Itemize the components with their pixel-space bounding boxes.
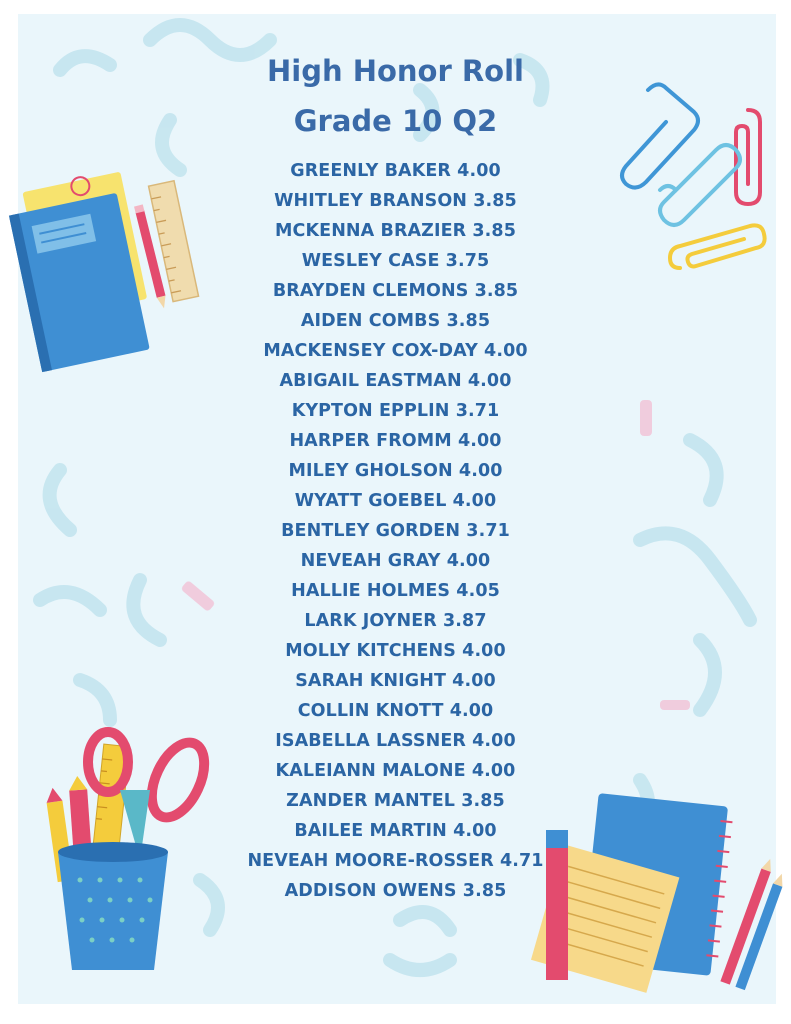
student-entry: COLLIN KNOTT 4.00 (297, 701, 494, 721)
student-entry: MACKENSEY COX-DAY 4.00 (263, 341, 528, 361)
student-entry: ISABELLA LASSNER 4.00 (275, 731, 516, 751)
student-entry: KALEIANN MALONE 4.00 (275, 761, 516, 781)
student-entry: LARK JOYNER 3.87 (304, 611, 487, 631)
title-line-1: High Honor Roll (266, 54, 524, 88)
student-entry: HALLIE HOLMES 4.05 (291, 581, 500, 601)
student-entry: WYATT GOEBEL 4.00 (294, 491, 497, 511)
student-entry: ZANDER MANTEL 3.85 (286, 791, 505, 811)
student-entry: BENTLEY GORDEN 3.71 (281, 521, 510, 541)
student-entry: MOLLY KITCHENS 4.00 (285, 641, 506, 661)
student-entry: SARAH KNIGHT 4.00 (295, 671, 496, 691)
student-entry: ADDISON OWENS 3.85 (284, 881, 507, 901)
student-entry: MILEY GHOLSON 4.00 (288, 461, 503, 481)
student-entry: NEVEAH GRAY 4.00 (300, 551, 491, 571)
student-entry: ABIGAIL EASTMAN 4.00 (279, 371, 512, 391)
student-entry: WHITLEY BRANSON 3.85 (274, 191, 517, 211)
honor-roll-list (0, 156, 791, 906)
student-entry: AIDEN COMBS 3.85 (300, 311, 491, 331)
student-entry: NEVEAH MOORE-ROSSER 4.71 (247, 851, 544, 871)
student-entry: GREENLY BAKER 4.00 (290, 161, 501, 181)
title-line-2: Grade 10 Q2 (293, 104, 498, 138)
student-entry: BRAYDEN CLEMONS 3.85 (272, 281, 519, 301)
student-entry: BAILEE MARTIN 4.00 (294, 821, 497, 841)
student-entry: KYPTON EPPLIN 3.71 (291, 401, 500, 421)
student-entry: HARPER FROMM 4.00 (289, 431, 502, 451)
student-entry: WESLEY CASE 3.75 (301, 251, 490, 271)
student-entry: MCKENNA BRAZIER 3.85 (275, 221, 516, 241)
